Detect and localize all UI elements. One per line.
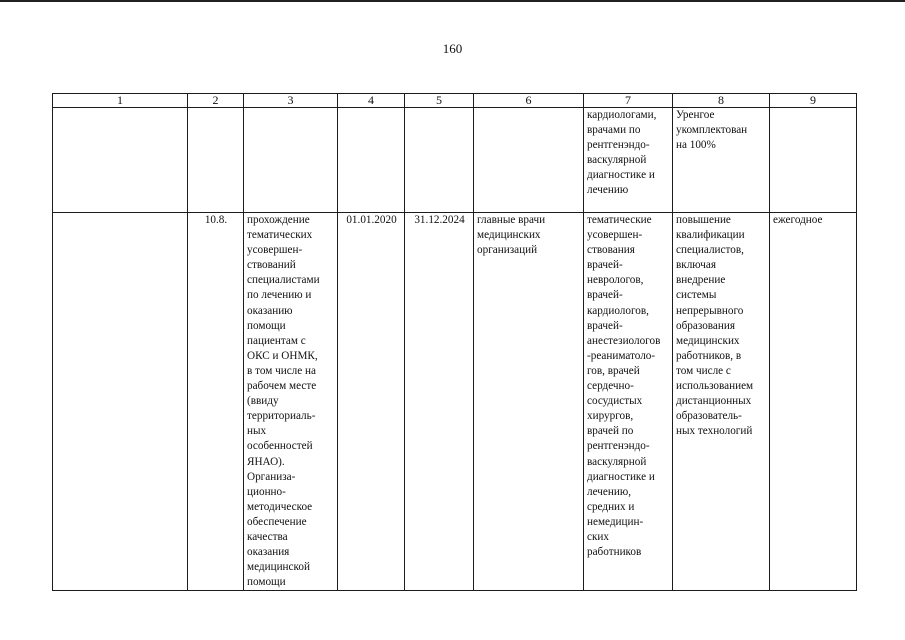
end-date-cell: 31.12.2024 [405,213,474,591]
continuation-cell-9 [770,108,857,213]
plan-table [52,93,857,591]
column-header-4: 4 [338,94,405,108]
column-header-9: 9 [770,94,857,108]
column-header-6: 6 [474,94,584,108]
continuation-cell-5 [405,108,474,213]
continuation-cell-2 [188,108,244,213]
column-header-7: 7 [584,94,673,108]
continuation-cell-4 [338,108,405,213]
participants-cell: тематические усовершен- ствования врачей- неврологов, врачей- кардиологов, врачей- анестезиологов -реаниматоло- гов, врачей сердечно- сосудистых хирургов, врачей по рентгенэндо- васкулярной диагностике и лечению, средних и немедицин- ских работников [584,213,673,591]
row-10-8-cell-1 [53,213,188,591]
column-header-2: 2 [188,94,244,108]
frequency-cell: ежегодное [770,213,857,591]
result-cell: повышение квалификации специалистов, включая внедрение системы непрерывного образования медицинских работников, в том числе с использованием дистанционных образователь- ных технологий [673,213,770,591]
column-header-5: 5 [405,94,474,108]
top-border-line [0,0,905,2]
column-header-8: 8 [673,94,770,108]
action-cell: прохождение тематических усовершен- ствований специалистами по лечению и оказанию помощи пациентам с ОКС и ОНМК, в том числе на рабочем месте (ввиду территориаль- ных особенностей ЯНАО). Организа- ционно- методическое обеспечение качества оказания медицинской помощи [244,213,338,591]
table-row-continuation [53,108,857,213]
start-date-cell: 01.01.2020 [338,213,405,591]
row-number-cell: 10.8. [188,213,244,591]
table-row-10-8 [53,213,857,591]
continuation-result-cell: Уренгое укомплектован на 100% [673,108,770,213]
column-header-3: 3 [244,94,338,108]
page-number: 160 [442,41,463,56]
column-header-1: 1 [53,94,188,108]
continuation-participants-cell: кардиологами, врачами по рентгенэндо- васкулярной диагностике и лечению [584,108,673,213]
continuation-cell-1 [53,108,188,213]
continuation-cell-3 [244,108,338,213]
table-header-row [53,94,857,108]
responsible-cell: главные врачи медицинских организаций [474,213,584,591]
continuation-cell-6 [474,108,584,213]
